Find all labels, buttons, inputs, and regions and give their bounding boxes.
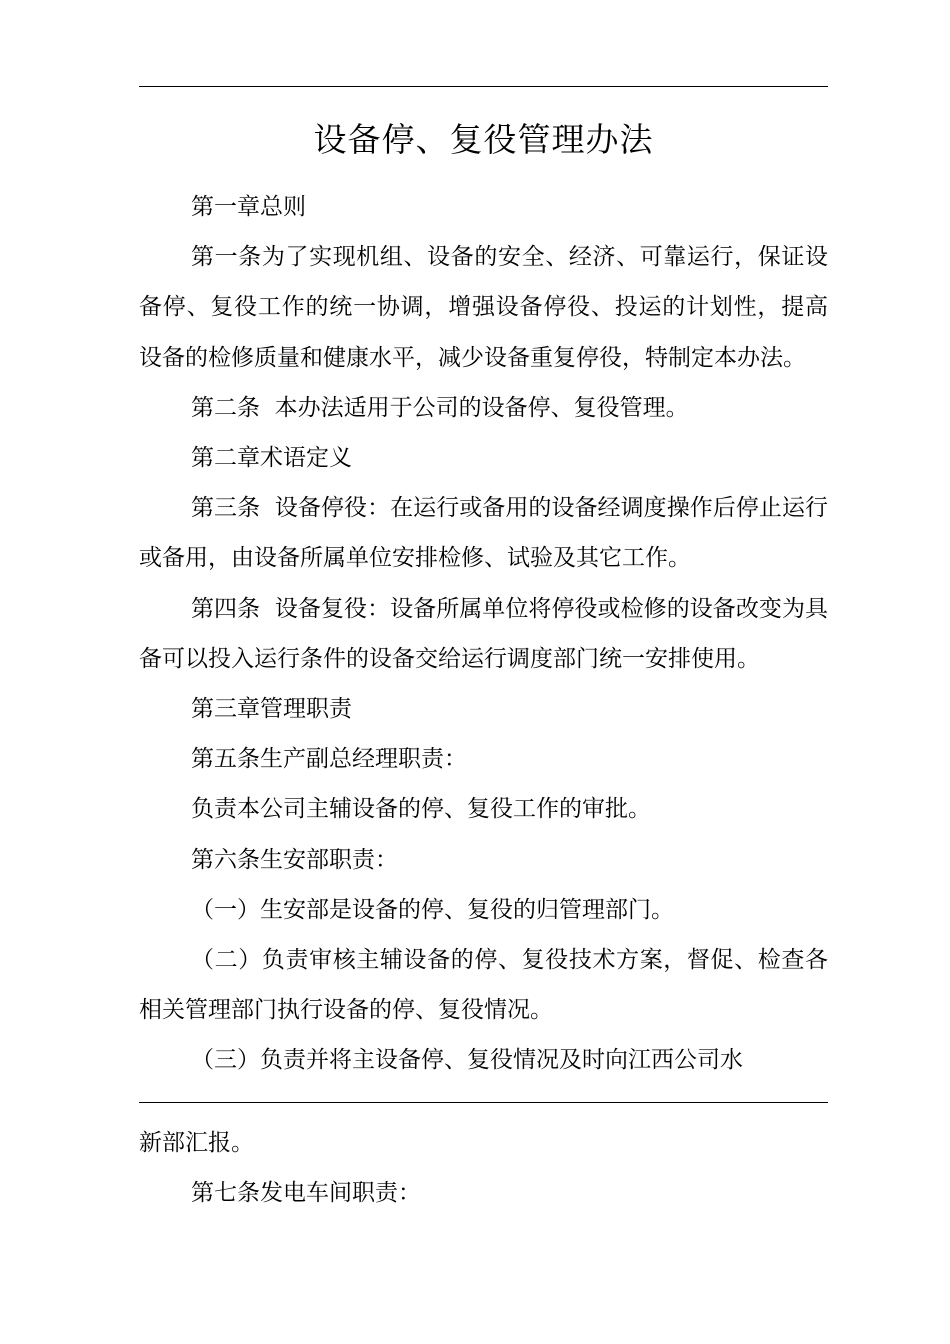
article-paragraph: 第七条发电车间职责：	[191, 1180, 421, 1207]
continued-text: 新部汇报。	[139, 1130, 254, 1156]
header-rule	[139, 86, 828, 87]
chapter-heading: 第一章总则	[191, 194, 306, 220]
article-paragraph: 第一条为了实现机组、设备的安全、经济、可靠运行，保证设备停、复役工作的统一协调，增强设备停役、投运的计划性，提高设备的检修质量和健康水平，减少设备重复停役，特制定本办法。	[139, 244, 828, 371]
article-paragraph: 第五条生产副总经理职责：	[191, 746, 467, 773]
page-break-rule	[139, 1102, 828, 1103]
chapter-heading: 第二章术语定义	[191, 445, 352, 472]
article-paragraph: 第六条生安部职责：	[191, 846, 398, 873]
article-paragraph: 第三条 设备停役：在运行或备用的设备经调度操作后停止运行或备用，由设备所属单位安排检修、试验及其它工作。	[139, 495, 828, 572]
article-paragraph: 第二条 本办法适用于公司的设备停、复役管理。	[191, 394, 689, 421]
document-body	[139, 182, 828, 1086]
list-item: （三）负责并将主设备停、复役情况及时向江西公司水	[191, 1047, 743, 1074]
list-item: （二）负责审核主辅设备的停、复役技术方案，督促、检查各相关管理部门执行设备的停、复役情况。	[139, 947, 828, 1024]
next-page-body	[139, 1118, 828, 1218]
article-paragraph: 负责本公司主辅设备的停、复役工作的审批。	[191, 796, 651, 823]
article-paragraph: 第四条 设备复役：设备所属单位将停役或检修的设备改变为具备可以投入运行条件的设备交给运行调度部门统一安排使用。	[139, 595, 828, 672]
list-item: （一）生安部是设备的停、复役的归管理部门。	[191, 896, 674, 923]
chapter-heading: 第三章管理职责	[191, 696, 352, 723]
document-title: 设备停、复役管理办法	[313, 120, 654, 159]
